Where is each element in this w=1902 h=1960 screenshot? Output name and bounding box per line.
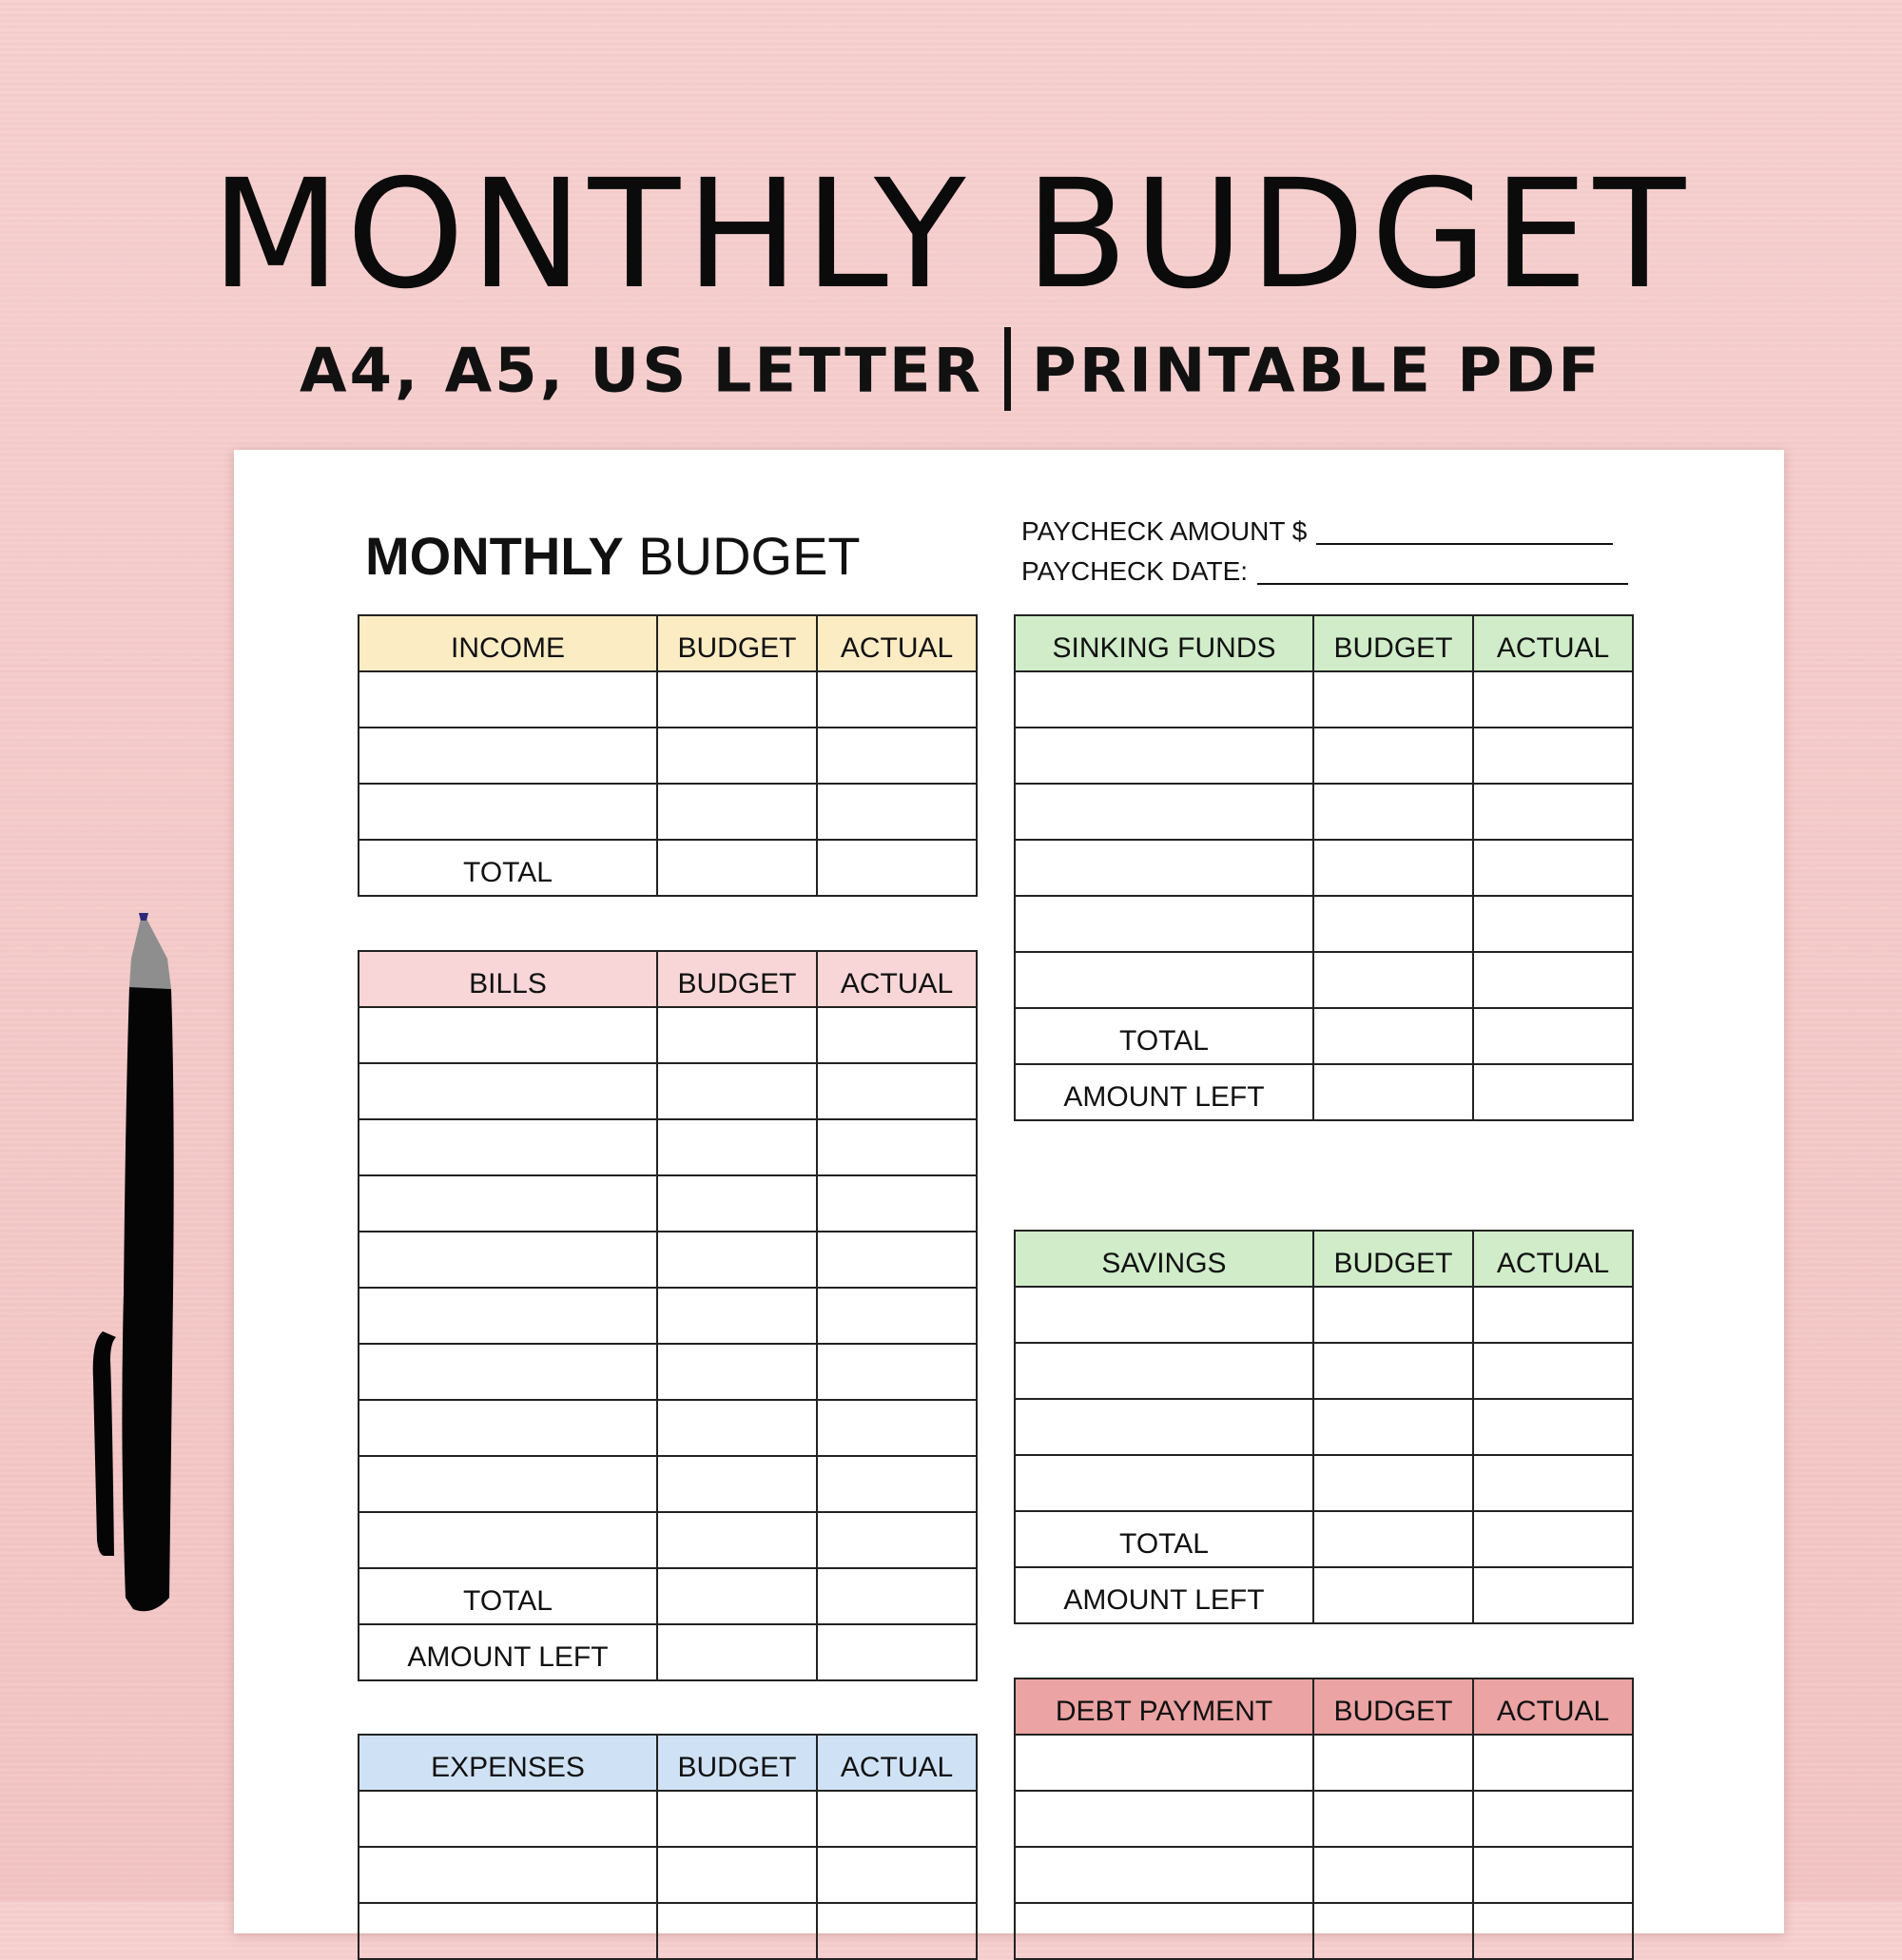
budget-header: BUDGET — [657, 615, 817, 671]
table-row[interactable] — [359, 784, 977, 840]
table-row[interactable] — [1015, 1735, 1633, 1791]
amount-left-label: AMOUNT LEFT — [359, 1624, 657, 1680]
budget-header: BUDGET — [1313, 1679, 1473, 1735]
table-row[interactable] — [359, 1007, 977, 1063]
table-row[interactable] — [1015, 1455, 1633, 1511]
paycheck-date-line — [1021, 558, 1628, 585]
table-row[interactable] — [359, 1063, 977, 1119]
table-row[interactable] — [359, 1232, 977, 1288]
table-row[interactable] — [1015, 728, 1633, 784]
table-row[interactable] — [1015, 1903, 1633, 1959]
total-label: TOTAL — [359, 840, 657, 896]
income-table — [358, 614, 978, 897]
actual-header: ACTUAL — [817, 615, 977, 671]
total-label: TOTAL — [1015, 1511, 1313, 1567]
table-row[interactable] — [359, 1288, 977, 1344]
total-row[interactable] — [1015, 1511, 1633, 1567]
paycheck-amount-line — [1021, 518, 1613, 545]
pen-icon — [86, 913, 181, 1617]
table-row[interactable] — [359, 671, 977, 728]
table-row[interactable] — [1015, 1847, 1633, 1903]
total-row[interactable] — [359, 1568, 977, 1624]
sheet-title-bold: MONTHLY — [365, 526, 624, 586]
total-row[interactable] — [1015, 1008, 1633, 1064]
income-header: INCOME — [359, 615, 657, 671]
table-row[interactable] — [359, 728, 977, 784]
actual-header: ACTUAL — [1473, 615, 1633, 671]
budget-header: BUDGET — [657, 951, 817, 1007]
budget-header: BUDGET — [1313, 1231, 1473, 1287]
total-row[interactable] — [359, 840, 977, 896]
paycheck-date-field[interactable] — [1257, 560, 1628, 585]
hero-subtitle — [0, 333, 1902, 417]
budget-sheet — [234, 450, 1784, 1933]
savings-table — [1014, 1230, 1634, 1624]
debt-payment-header: DEBT PAYMENT — [1015, 1679, 1313, 1735]
table-row[interactable] — [359, 1847, 977, 1903]
sinking-funds-table — [1014, 614, 1634, 1121]
expenses-table — [358, 1734, 978, 1960]
amount-left-row[interactable] — [1015, 1064, 1633, 1120]
actual-header: ACTUAL — [1473, 1231, 1633, 1287]
sheet-title — [365, 526, 861, 586]
amount-left-label: AMOUNT LEFT — [1015, 1064, 1313, 1120]
debt-payment-table — [1014, 1678, 1634, 1960]
sheet-title-regular: BUDGET — [623, 526, 861, 586]
sinking-funds-header: SINKING FUNDS — [1015, 615, 1313, 671]
table-row[interactable] — [1015, 896, 1633, 952]
expenses-header: EXPENSES — [359, 1735, 657, 1791]
bills-header: BILLS — [359, 951, 657, 1007]
actual-header: ACTUAL — [817, 1735, 977, 1791]
table-row[interactable] — [1015, 1791, 1633, 1847]
table-row[interactable] — [1015, 784, 1633, 840]
table-row[interactable] — [1015, 1399, 1633, 1455]
actual-header: ACTUAL — [1473, 1679, 1633, 1735]
table-row[interactable] — [359, 1791, 977, 1847]
hero-subtitle-pdf: PRINTABLE PDF — [1031, 336, 1603, 407]
table-row[interactable] — [359, 1119, 977, 1175]
total-label: TOTAL — [359, 1568, 657, 1624]
amount-left-label: AMOUNT LEFT — [1015, 1567, 1313, 1623]
hero-title: MONTHLY BUDGET — [210, 147, 1692, 322]
hero-subtitle-formats: A4, A5, US LETTER — [299, 336, 983, 407]
amount-left-row[interactable] — [1015, 1567, 1633, 1623]
paycheck-amount-field[interactable] — [1316, 520, 1613, 545]
table-row[interactable] — [1015, 840, 1633, 896]
table-header-row — [359, 951, 977, 1007]
table-row[interactable] — [359, 1400, 977, 1456]
table-row[interactable] — [359, 1903, 977, 1959]
table-row[interactable] — [1015, 671, 1633, 728]
table-row[interactable] — [359, 1456, 977, 1512]
table-header-row — [1015, 615, 1633, 671]
bills-table — [358, 950, 978, 1681]
table-header-row — [359, 1735, 977, 1791]
table-header-row — [1015, 1679, 1633, 1735]
savings-header: SAVINGS — [1015, 1231, 1313, 1287]
total-label: TOTAL — [1015, 1008, 1313, 1064]
budget-header: BUDGET — [1313, 615, 1473, 671]
paycheck-amount-label: PAYCHECK AMOUNT $ — [1021, 516, 1308, 546]
table-row[interactable] — [359, 1344, 977, 1400]
actual-header: ACTUAL — [817, 951, 977, 1007]
paycheck-date-label: PAYCHECK DATE: — [1021, 556, 1249, 586]
table-row[interactable] — [1015, 952, 1633, 1008]
subtitle-divider — [1004, 327, 1011, 411]
amount-left-row[interactable] — [359, 1624, 977, 1680]
budget-header: BUDGET — [657, 1735, 817, 1791]
table-row[interactable] — [359, 1175, 977, 1232]
table-header-row — [359, 615, 977, 671]
table-row[interactable] — [1015, 1343, 1633, 1399]
table-row[interactable] — [359, 1512, 977, 1568]
table-row[interactable] — [1015, 1287, 1633, 1343]
table-header-row — [1015, 1231, 1633, 1287]
